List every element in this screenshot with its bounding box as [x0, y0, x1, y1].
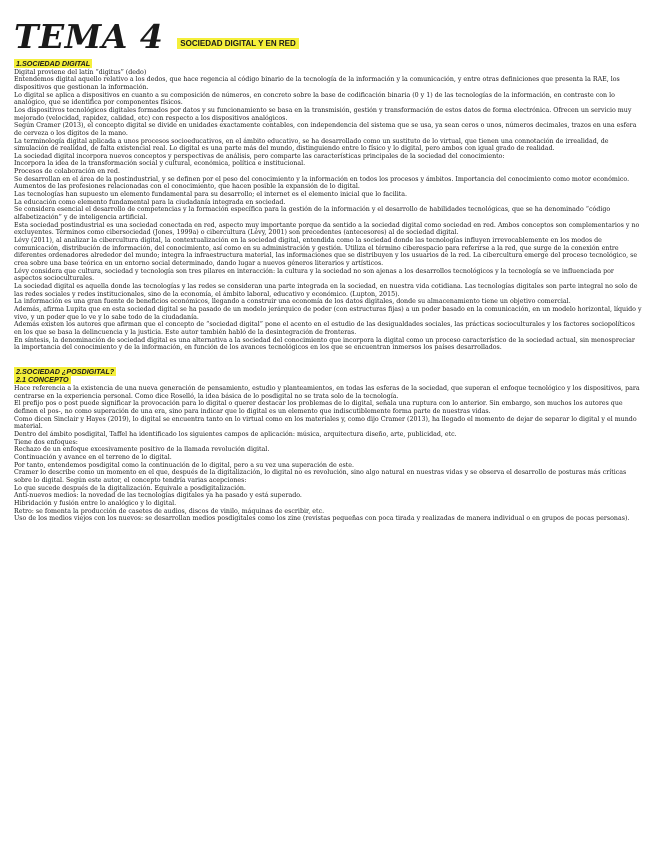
paragraph: Retro: se fomenta la producción de casetes de audios, discos de vinilo, máquinas de escribir, etc. [14, 507, 325, 515]
page-title: TEMA 4 [14, 17, 164, 56]
paragraph: La información es una gran fuente de beneficios económicos, llegando a construir una economía de los datos digitales, donde su almacenamiento tiene un objetivo comercial. [14, 298, 571, 306]
paragraph: Lévy considera que cultura, sociedad y tecnología son tres pilares en interacción: la cultura y la sociedad no son ajenas a los desarrollos tecnológicos y la tecnología se ve influenciada por aspectos socioculturales. [14, 267, 614, 283]
page-subtitle: SOCIEDAD DIGITAL Y EN RED [177, 38, 298, 49]
paragraph: Entendemos digital aquello relativo a los dedos, que hace regencia al código binario de la tecnología de la información y la comunicación, y entre otras definiciones que presenta la RAE, los dispositivos que gestionan la información. [14, 76, 620, 91]
paragraph: Digital proviene del latín “digitus” (dedo) [14, 68, 147, 76]
paragraph: La sociedad digital es aquella donde las tecnologías y las redes se consideran una parte integrada en la sociedad, en nuestra vida cotidiana. Las tecnologías digitales son parte integral no solo de las redes sociales y redes institucionales, sino de la economía, el ámbito laboral, educativo y económico. (Lupton, 2015). [14, 282, 638, 298]
subsection-heading: 2.1 CONCEPTO [16, 375, 69, 385]
paragraph: Hibridación y fusión entre lo analógico y lo digital. [14, 499, 177, 507]
paragraph: Procesos de colaboración en red. [14, 168, 120, 176]
paragraph: Según Cramer (2013), el concepto digital se divide en unidades exactamente contables, con independencia del sistema que se usa, ya sean ceros o unos, números decimales, trazos en una esfera de cerveza o los dígitos de la mano. [14, 122, 637, 137]
paragraph: El prefijo pos o post puede significar la provocación para lo digital o querer destacar los problemas de lo digital, señala una ruptura con lo anterior. Sin embargo, son muchos los autores que definen el pos-, no como superación de una era, sino para indicar que lo digital es un elemento que indiscutiblemente forma parte de nuestras vidas. [14, 400, 623, 416]
paragraph: Lo digital se aplica a dispositivos en cuanto a su composición de números, en concreto sobre la base de codificación binaria (0 y 1) de las tecnologías de la información, en contraste con lo analógico, que se identifica por componentes físicos. [14, 91, 615, 107]
document-page [14, 14, 642, 523]
paragraph: Anti-nuevos medios: la novedad de las tecnologías digitales ya ha pasado y está superado. [14, 492, 302, 500]
paragraph: Rechazo de un enfoque excesivamente positivo de la llamada revolución digital. [14, 446, 270, 454]
paragraph: Continuación y avance en el terreno de lo digital. [14, 453, 172, 461]
paragraph: Las tecnologías han supuesto un elemento fundamental para su desarrollo; el internet es el elemento inicial que lo facilita. [14, 191, 408, 199]
spacer [14, 352, 642, 362]
paragraph: Se considera esencial el desarrollo de competencias y la formación específica para la gestión de la información y el desarrollo de habilidades tecnológicas, que se ha denominado “código alfabetización” y de inteligencia artificial. [14, 206, 611, 222]
section-2 [14, 368, 642, 523]
paragraph: Esta sociedad postindustrial es una sociedad conectada en red, aspecto muy importante porque da sentido a la sociedad digital como sociedad en red. Ambos conceptos son complementarios y no excluyentes. Términos como cibersociedad (Jones, 1999a) o cibercultura (Lévy, 2001) son precedentes (antecesores) al de sociedad digital. [14, 221, 640, 237]
paragraph: Lévy (2011), al analizar la cibercultura digital, la contextualización en la sociedad digital, entendida como la sociedad donde las tecnologías influyen irrevocablemente en los modos de comunicación, distribución de información, del conocimiento, así como en su administración y gestión. Utiliza el término ciberespacio para referirse a la red, que surge de la conexión entre diferentes ordenadores alrededor del mundo; integra la infraestructura material, las informaciones que se distribuyen y los usuarios de la red. La cibercultura emerge del proceso tecnológico, se crea sobre una base teórica en un entorno social determinado, dando lugar a nuevos géneros literarios y artísticos. [14, 237, 638, 267]
section-heading: 1.SOCIEDAD DIGITAL [16, 59, 91, 68]
paragraph: Dentro del ámbito posdigital, Taffel ha identificado los siguientes campos de aplicación: música, arquitectura diseño, arte, publicidad, etc. [14, 431, 457, 438]
section-1 [14, 60, 642, 352]
paragraph: En síntesis, la denominación de sociedad digital es una alternativa a la sociedad del conocimiento que incorpora la digital como un proceso característico de la sociedad actual, sin menospreciar la importancia del conocimiento y de la información, en función de los avances tecnológicos en los que se encuentran inmersos los países desarrollados. [14, 336, 635, 352]
paragraph: La sociedad digital incorpora nuevos conceptos y perspectivas de análisis, pero comparte las características principales de la sociedad del conocimiento: [14, 152, 505, 160]
section-body [14, 69, 642, 352]
paragraph: Se desarrollan en el área de la postindustrial, y se definen por el peso del conocimiento y la información en todos los procesos y ámbitos. Importancia del conocimiento como motor económico. [14, 175, 630, 183]
paragraph: Incorpora la idea de la transformación social y cultural, económica, política e institucional. [14, 160, 306, 168]
section-body [14, 385, 642, 523]
paragraph: Además existen los autores que afirman que el concepto de “sociedad digital” pone el acento en el estudio de las desigualdades sociales, las prácticas socioculturales y los factores sociopolíticos en los que se basa la delincuencia y la justicia. Este autor también habló de la desintegración de fronteras. [14, 321, 635, 336]
paragraph: Tiene dos enfoques: [14, 438, 78, 446]
paragraph: Lo que sucede después de la digitalización. Equivale a posdigitalización. [14, 484, 246, 492]
paragraph: La educación como elemento fundamental para la ciudadanía integrada en sociedad. [14, 198, 286, 206]
paragraph: Uso de los medios viejos con los nuevos: se desarrollan medios posdigitales como los zine (revistas pequeñas con poca tirada y realizadas de manera individual o en grupos de pocas personas). [14, 515, 630, 523]
paragraph: Cramer lo describe como un momento en el que, después de la digitalización, lo digital no es revolución, sino algo natural en nuestras vidas y se observa el desarrollo de posturas más críticas sobre lo digital. Según este autor, el concepto tendría varias acepciones: [14, 469, 627, 484]
paragraph: Aumentos de las profesiones relacionadas con el conocimiento, que hacen posible la expansión de lo digital. [14, 183, 360, 191]
section-heading: 2.SOCIEDAD ¿POSDIGITAL? [16, 366, 115, 376]
paragraph: Además, afirma Lupita que en esta sociedad digital se ha pasado de un modelo jerárquico de poder (con estructuras fijas) a un poder basado en la comunicación, en un modelo horizontal, líquido y vivo, y un poder que lo ve y lo sabe todo de la ciudadanía. [14, 305, 642, 321]
paragraph: Por tanto, entendemos posdigital como la continuación de lo digital, pero a su vez una superación de este. [14, 461, 354, 469]
paragraph: Como dicen Sinclair y Hayes (2019), lo digital se encuentra tanto en lo virtual como en los materiales y, como dijo Cramer (2013), ha llegado el momento de dejar de separar lo digital y el mundo material. [14, 415, 637, 431]
paragraph: La terminología digital aplicada a unos procesos socioeducativos, en el ámbito educativo, se ha desarrollado como un sustituto de lo virtual, que tienen una connotación de irrealidad, de simulación de realidad, de falta existencial real. Lo digital es una parte más del mundo, distinguiendo entre lo físico y lo digital, pero ambos con igual grado de realidad. [14, 137, 609, 153]
title-row [14, 14, 642, 54]
paragraph: Hace referencia a la existencia de una nueva generación de pensamiento, estudio y planteamientos, en todas las esferas de la sociedad, que superan el enfoque tecnológico y los dispositivos, para centrarse en la experiencia personal. Como dice Roselló, la idea básica de lo posdigital no se trata solo de la tecnología. [14, 385, 640, 400]
paragraph: Los dispositivos tecnológicos digitales formados por datos y su funcionamiento se basa en la transmisión, gestión y transformación de estos datos de forma electrónica. Ofrecen un servicio muy mejorado (velocidad, rapidez, calidad, etc) con respecto a los dispositivos analógicos. [14, 106, 632, 122]
